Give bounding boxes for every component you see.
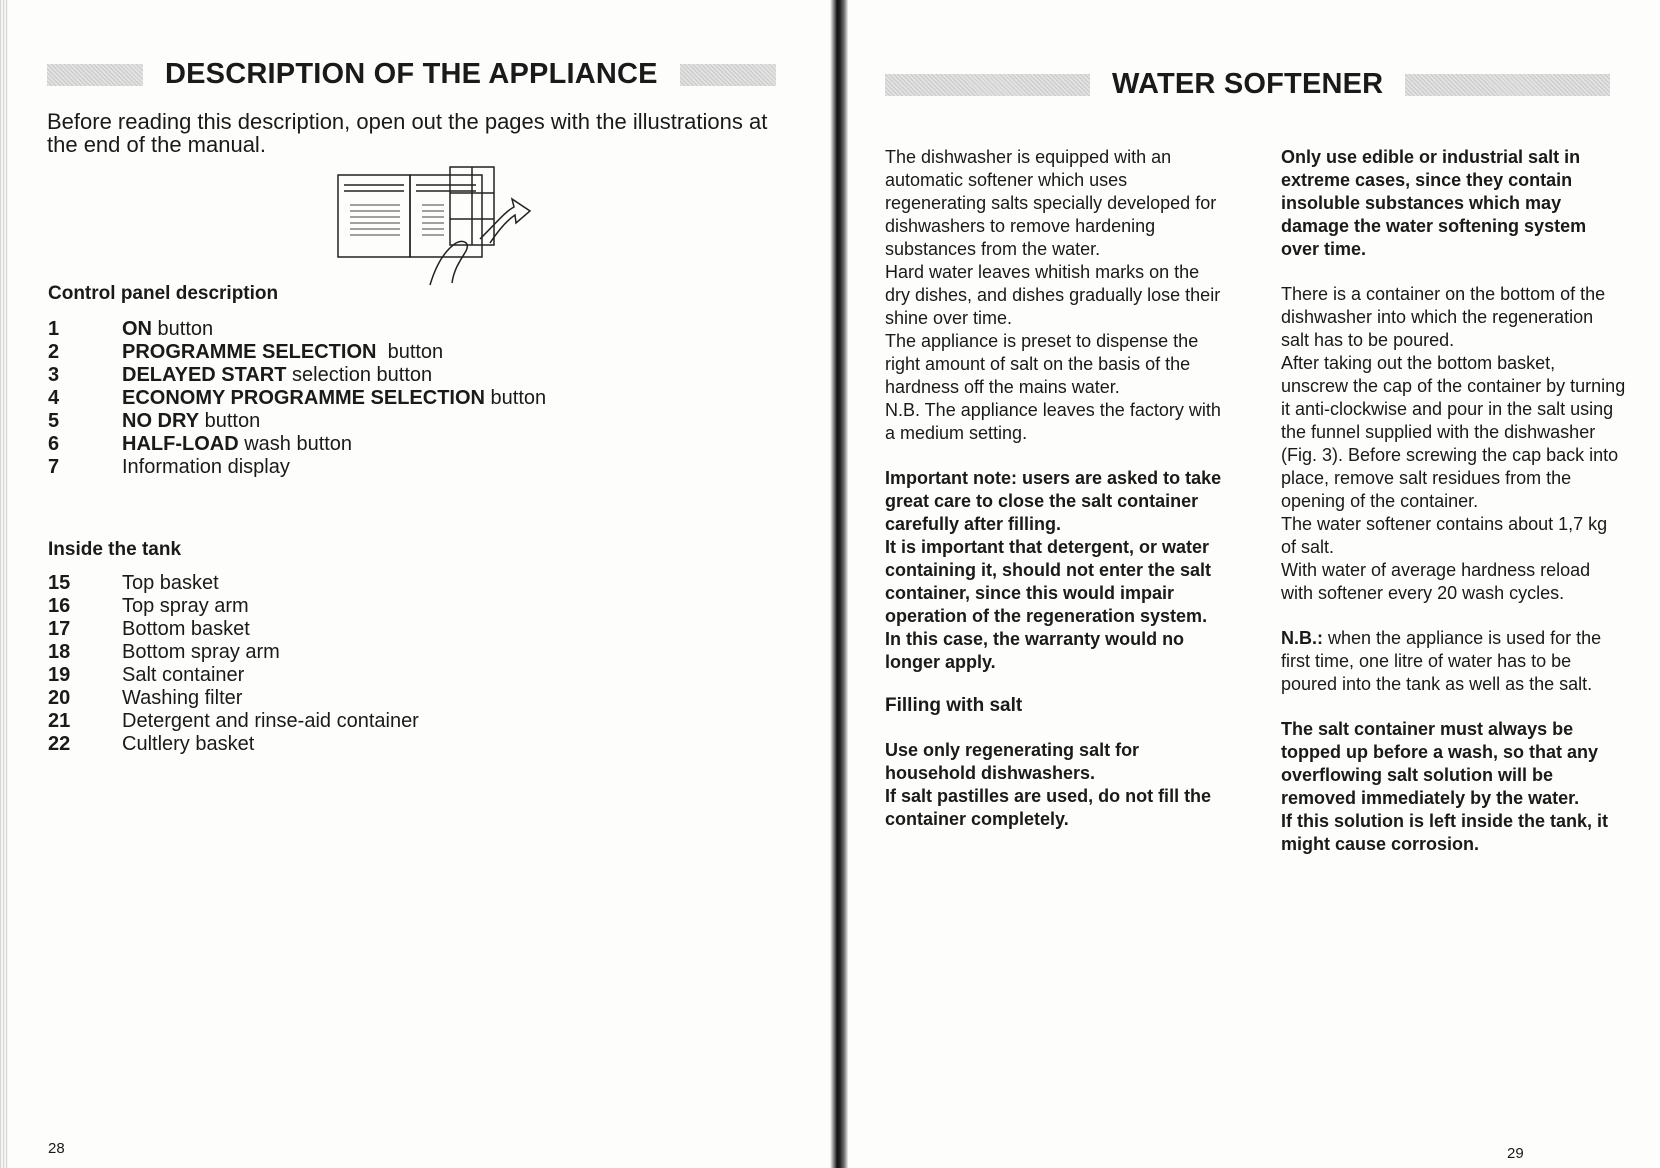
open-manual-illustration: [330, 165, 550, 295]
list-item: 4 ECONOMY PROGRAMME SELECTION button: [48, 387, 547, 409]
list-item: 19 Salt container: [48, 664, 245, 686]
left-page-title: DESCRIPTION OF THE APPLIANCE: [165, 58, 658, 90]
list-item: 17 Bottom basket: [48, 618, 250, 640]
list-item: 20 Washing filter: [48, 687, 243, 709]
list-item: 16 Top spray arm: [48, 595, 249, 617]
list-item: 2 PROGRAMME SELECTION button: [48, 341, 444, 363]
right-page-title: WATER SOFTENER: [1112, 68, 1384, 100]
list-item: 1 ON button: [48, 318, 214, 340]
right-title-bar: [885, 68, 1610, 101]
tank-list: [48, 572, 419, 756]
list-item: 3 DELAYED START selection button: [48, 364, 433, 386]
warning-text: Only use edible or industrial salt in extreme cases, since they contain insoluble substances which may damage the water softening system over time.: [1281, 147, 1587, 259]
right-page: [835, 0, 1660, 1168]
page-number-left: 28: [48, 1140, 65, 1157]
list-item: 22 Cultlery basket: [48, 733, 255, 755]
list-item: 7 Information display: [48, 456, 290, 478]
left-title-bar: [47, 58, 776, 91]
list-item: 18 Bottom spray arm: [48, 641, 280, 663]
intro-text: Before reading this description, open out the pages with the illustrations at the end of the manual.: [47, 109, 768, 157]
control-panel-list: [48, 318, 546, 479]
control-panel-heading: Control panel description: [48, 283, 279, 304]
list-item: 15 Top basket: [48, 572, 219, 594]
page-number-right: 29: [1507, 1145, 1524, 1162]
left-column: The dishwasher is equipped with an automatic softener which uses regenerating salts specially developed for dishwashers to remove hardening substances from the water. Hard water leaves whitish marks on the dry dishes, and dishes gradually lose their shine over time. The appliance is preset to dispense the right amount of salt on the basis of the hardness off the mains water. N.B. The appliance leaves the factory with a medium setting. Important note: users are asked to take great care to close the salt container carefully after filling. It is important that detergent, or water containing it, should not enter the salt container, since this would impair operation of the regeneration system. In this case, the warranty would no longer apply. Filling with salt Use only regenerating salt for household dishwashers. If salt pastilles are used, do not fill the container completely.: [885, 146, 1225, 831]
right-column: Only use edible or industrial salt in extreme cases, since they contain insoluble substances which may damage the water softening system over time. There is a container on the bottom of the dishwasher into which the regeneration salt has to be poured. After taking out the bottom basket, unscrew the cap of the container by turning it anti-clockwise and pour in the salt using the funnel supplied with the dishwasher (Fig. 3). Before screwing the cap back into place, remove salt residues from the opening of the container. The water softener contains about 1,7 kg of salt. With water of average hardness reload with softener every 20 wash cycles. N.B.: when the appliance is used for the first time, one litre of water has to be poured into the tank as well as the salt. The salt container must always be topped up before a wash, so that any overflowing salt solution will be removed immediately by the water. If this solution is left inside the tank, it might cause corrosion.: [1281, 147, 1626, 854]
tank-heading: Inside the tank: [48, 539, 182, 560]
list-item: 21 Detergent and rinse-aid container: [48, 710, 419, 732]
list-item: 6 HALF-LOAD wash button: [48, 433, 353, 455]
filling-heading: Filling with salt: [885, 695, 1023, 716]
list-item: 5 NO DRY button: [48, 410, 261, 432]
